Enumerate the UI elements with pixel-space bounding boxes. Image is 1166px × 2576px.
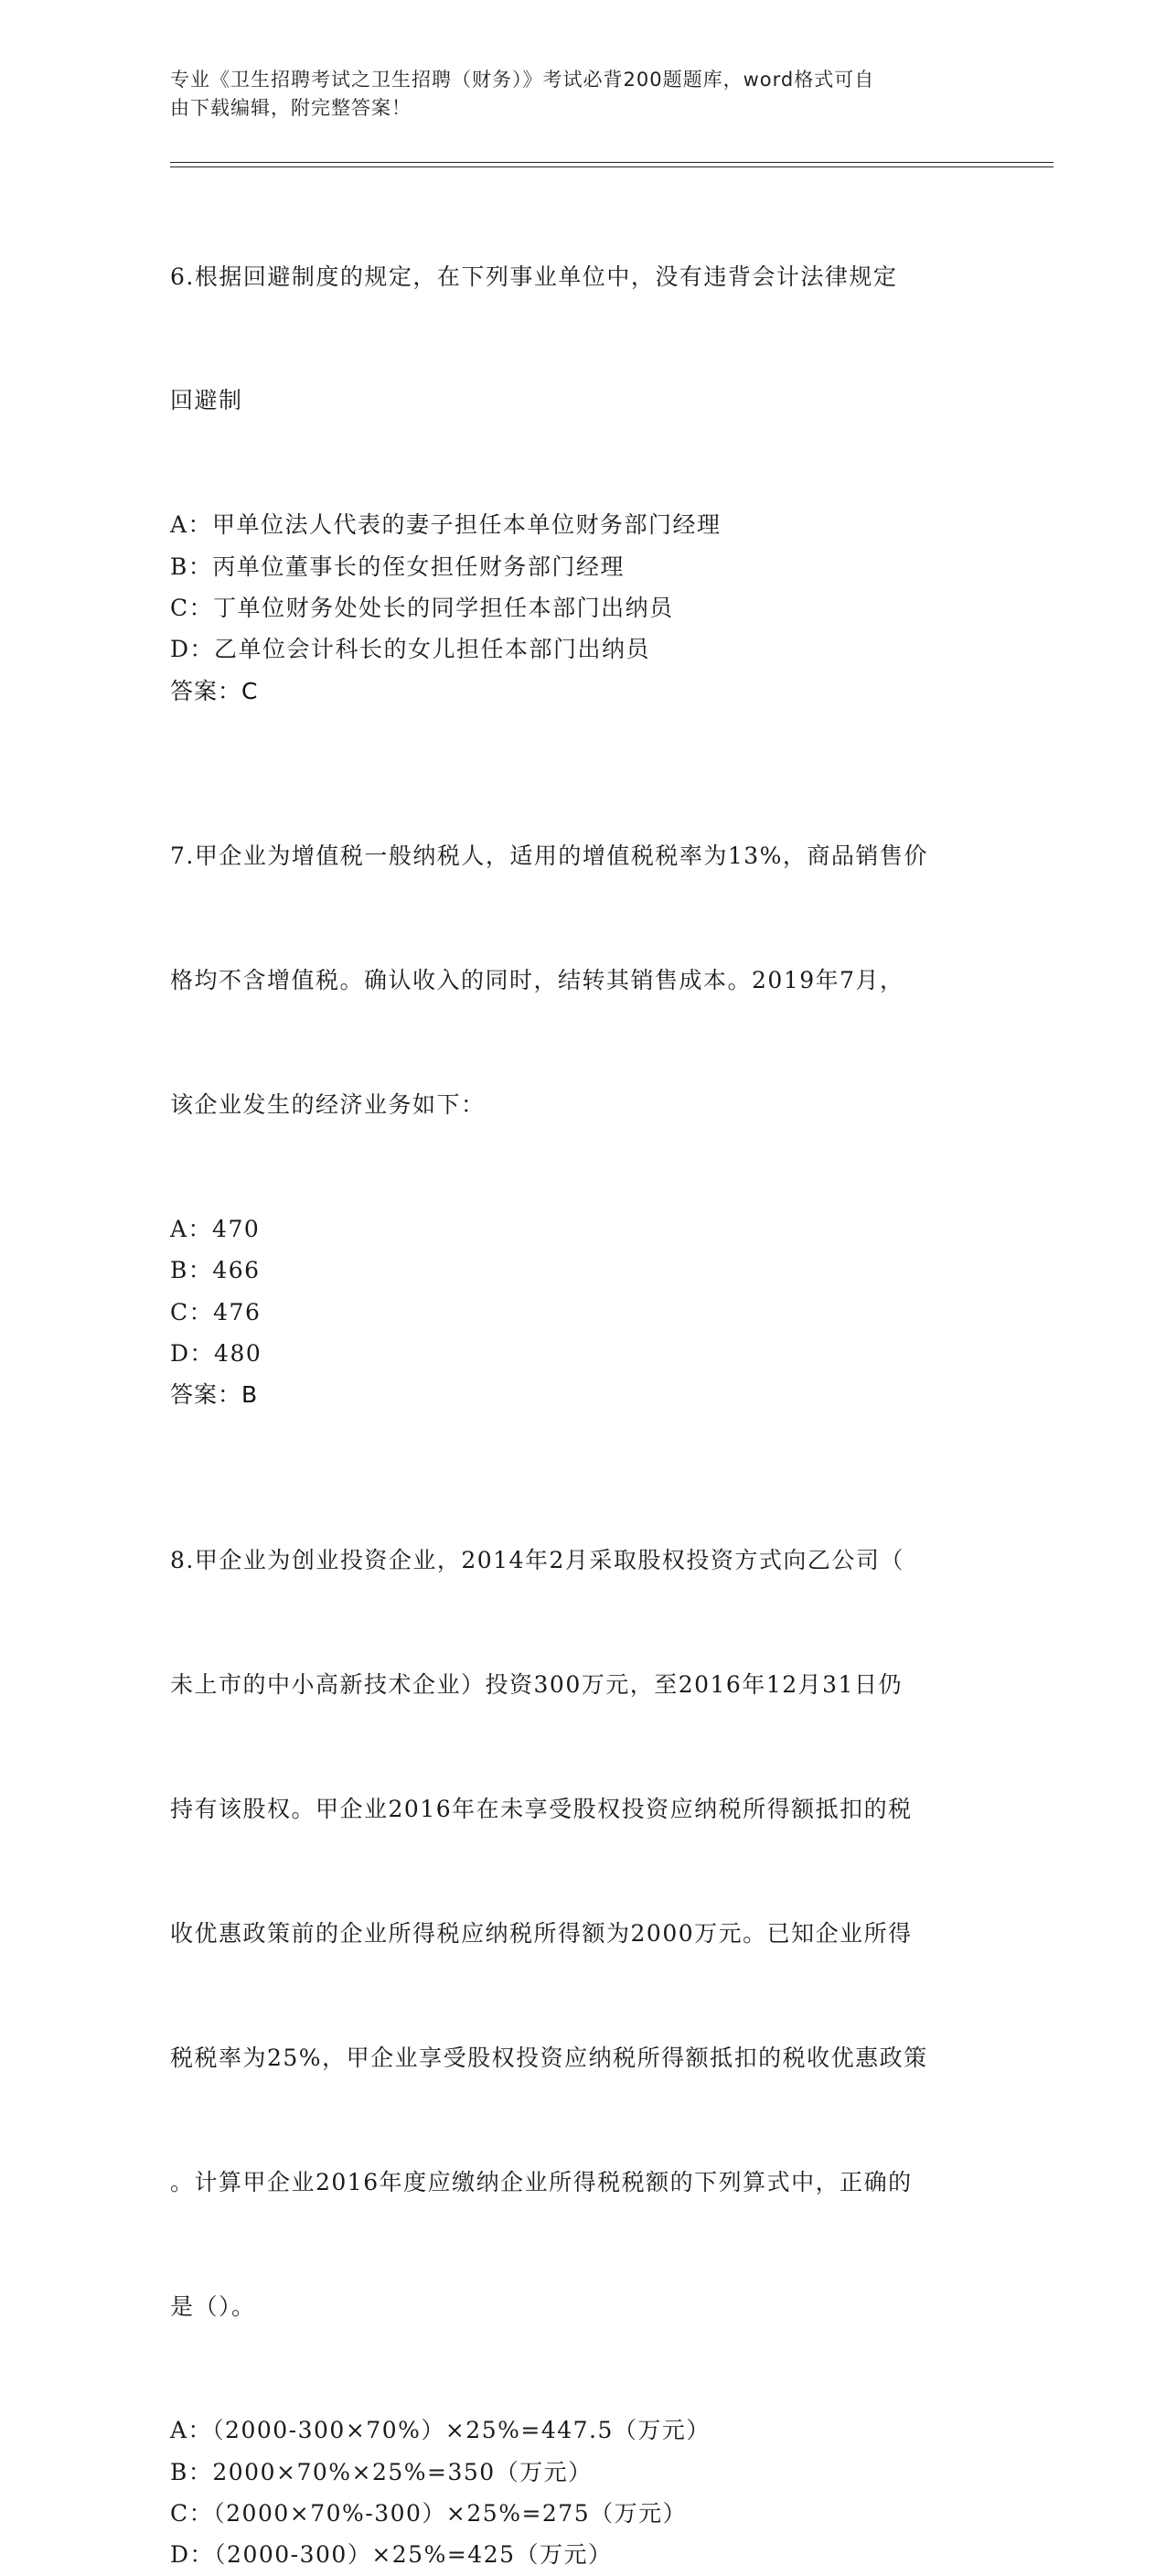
header-line-1: 专业《卫生招聘考试之卫生招聘（财务）》考试必背200题题库，word格式可自 xyxy=(170,69,875,91)
question-6 xyxy=(170,173,993,712)
stem-line: 。计算甲企业2016年度应缴纳企业所得税税额的下列算式中，正确的 xyxy=(170,2168,913,2195)
question-stem xyxy=(170,753,993,1208)
question-stem xyxy=(170,1457,993,2410)
option-c: C：（2000×70%-300）×25%=275（万元） xyxy=(170,2500,688,2528)
option-b: B：丙单位董事长的侄女担任财务部门经理 xyxy=(170,553,625,580)
option-d: D：乙单位会计科长的女儿担任本部门出纳员 xyxy=(170,636,651,663)
stem-line: 持有该股权。甲企业2016年在未享受股权投资应纳税所得额抵扣的税 xyxy=(170,1795,913,1822)
option-a: A：甲单位法人代表的妻子担任本单位财务部门经理 xyxy=(170,511,722,539)
stem-line: 是（）。 xyxy=(170,2292,256,2320)
option-b: B：466 xyxy=(170,1257,261,1284)
stem-line: 7.甲企业为增值税一般纳税人，适用的增值税税率为13%，商品销售价 xyxy=(170,843,928,870)
option-c: C：丁单位财务处处长的同学担任本部门出纳员 xyxy=(170,594,674,621)
option-a: A：470 xyxy=(170,1216,261,1243)
stem-line: 未上市的中小高新技术企业）投资300万元，至2016年12月31日仍 xyxy=(170,1671,903,1699)
stem-line: 该企业发生的经济业务如下： xyxy=(170,1091,486,1119)
header-rule-top xyxy=(170,162,1054,163)
question-stem xyxy=(170,173,993,504)
stem-line: 回避制 xyxy=(170,387,243,414)
option-b: B：2000×70%×25%=350（万元） xyxy=(170,2458,593,2485)
option-d: D：480 xyxy=(170,1340,262,1368)
option-d: D：（2000-300）×25%=425（万元） xyxy=(170,2541,613,2569)
stem-line: 格均不含增值税。确认收入的同时，结转其销售成本。2019年7月， xyxy=(170,967,904,994)
answer-label: 答案：B xyxy=(170,1381,259,1409)
stem-line: 税税率为25%，甲企业享受股权投资应纳税所得额抵扣的税收优惠政策 xyxy=(170,2044,928,2071)
answer-label: 答案：C xyxy=(170,677,259,704)
stem-line: 收优惠政策前的企业所得税应纳税所得额为2000万元。已知企业所得 xyxy=(170,1919,913,1947)
document-header xyxy=(170,66,975,123)
option-c: C：476 xyxy=(170,1298,262,1326)
stem-line: 6.根据回避制度的规定，在下列事业单位中，没有违背会计法律规定 xyxy=(170,263,898,290)
header-line-2: 由下载编辑，附完整答案！ xyxy=(170,97,412,119)
header-rule-bottom xyxy=(170,166,1054,167)
option-a: A：（2000-300×70%）×25%=447.5（万元） xyxy=(170,2417,711,2444)
question-list xyxy=(170,173,993,2576)
question-8 xyxy=(170,1457,993,2576)
question-7 xyxy=(170,753,993,1416)
stem-line: 8.甲企业为创业投资企业，2014年2月采取股权投资方式向乙公司（ xyxy=(170,1547,904,1574)
